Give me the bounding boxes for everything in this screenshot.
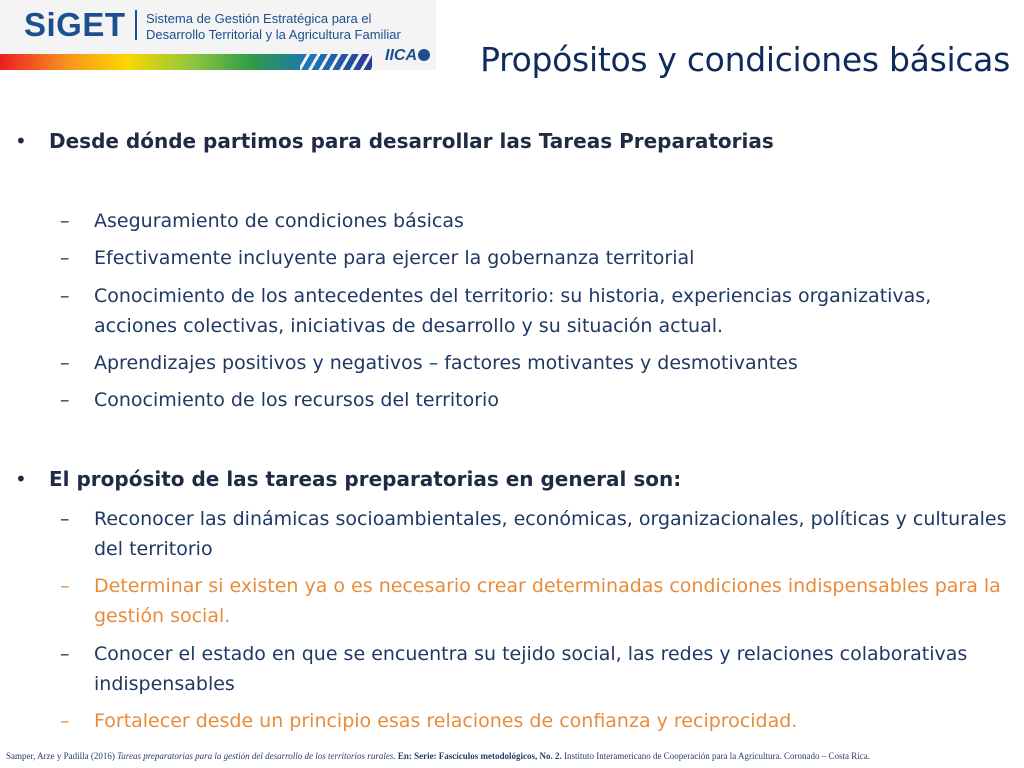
list-item-highlight: – Fortalecer desde un principio esas relaciones de confianza y reciprocidad. [60, 710, 798, 732]
list-item: – Efectivamente incluyente para ejercer la gobernanza territorial [60, 247, 695, 269]
section-heading: • El propósito de las tareas preparatorias en general son: [49, 467, 681, 491]
slide-title: Propósitos y condiciones básicas [480, 40, 1010, 79]
iica-logo: IICA [385, 47, 430, 65]
logo-subtitle-line2: Desarrollo Territorial y la Agricultura Familiar [146, 27, 401, 42]
list-item-highlight: – Determinar si existen ya o es necesario crear determinadas condiciones indispensables para la gestión social. [60, 575, 1001, 627]
section-heading: • Desde dónde partimos para desarrollar las Tareas Preparatorias [49, 129, 774, 153]
logo-subtitle-line1: Sistema de Gestión Estratégica para el [146, 11, 372, 26]
list-item: – Conocimiento de los antecedentes del territorio: su historia, experiencias organizativas, acciones colectivas, iniciativas de desarrollo y su situación actual. [60, 285, 932, 337]
siget-logo: SiGET [24, 6, 126, 43]
list-item: – Conocimiento de los recursos del territorio [60, 389, 499, 411]
list-item: – Reconocer las dinámicas socioambientales, económicas, organizacionales, políticas y culturales del territorio [60, 508, 1007, 560]
citation-footer: Samper, Arze y Padilla (2016) Tareas preparatorias para la gestión del desarrollo de los territorios rurales. En: Serie: Fascículos metodológicos, No. 2. Instituto Interamericano de Cooperación para la Agricultura. Coronado – Costa Rica. [6, 751, 870, 761]
list-item: – Conocer el estado en que se encuentra su tejido social, las redes y relaciones colaborativas indispensables [60, 643, 968, 695]
list-item: – Aseguramiento de condiciones básicas [60, 210, 464, 232]
list-item: – Aprendizajes positivos y negativos – factores motivantes y desmotivantes [60, 352, 798, 374]
